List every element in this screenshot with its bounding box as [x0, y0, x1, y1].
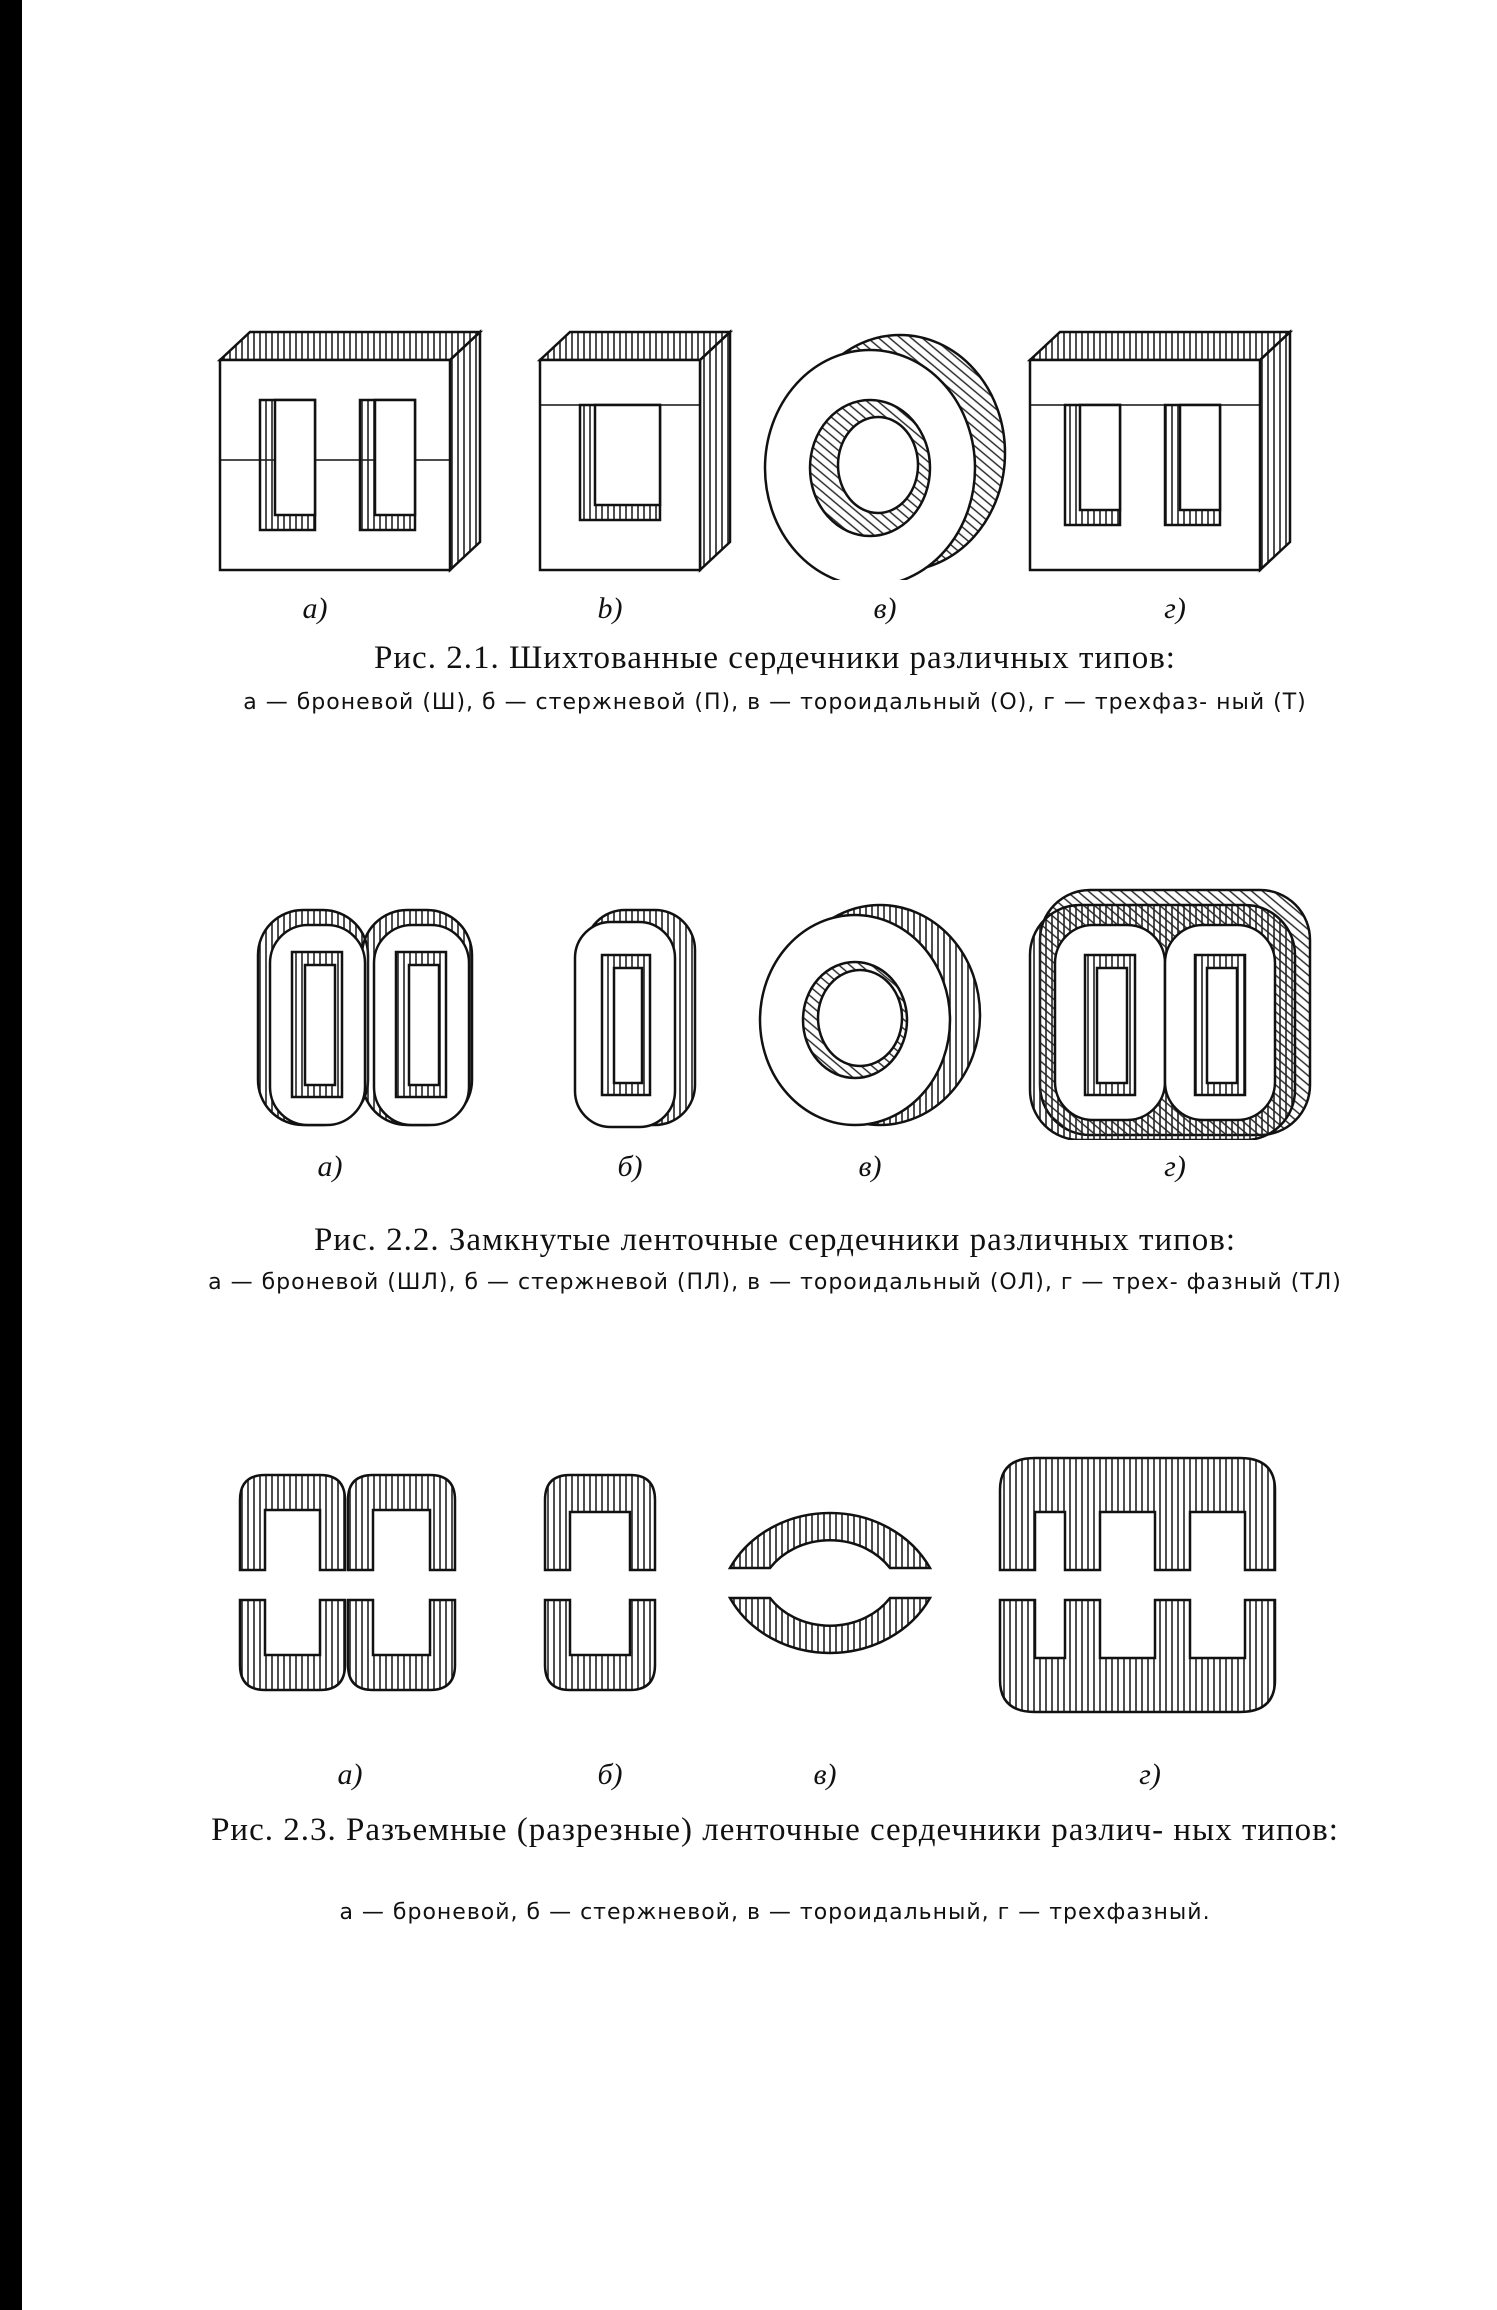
- figure-2-2: [0, 880, 1497, 1320]
- label-2-3-c: в): [813, 1758, 837, 1791]
- label-2-1-c: в): [873, 592, 897, 625]
- core-2-3-c: [730, 1513, 930, 1653]
- label-2-2-b: б): [617, 1150, 643, 1183]
- label-2-2-a: а): [317, 1150, 343, 1183]
- caption-title-2-3: Рис. 2.3. Разъемные (разрезные) ленточные сердечники различ- ных типов:: [211, 1812, 1339, 1848]
- core-2-1-d: [1030, 332, 1290, 570]
- label-2-3-b: б): [597, 1758, 623, 1791]
- caption-sub-2-1: а — броневой (Ш), б — стержневой (П), в — тороидальный (О), г — трехфаз- ный (Т): [243, 690, 1307, 715]
- core-2-2-a: [258, 910, 472, 1125]
- caption-sub-2-2: а — броневой (ШЛ), б — стержневой (ПЛ), в — тороидальный (ОЛ), г — трех- фазный (ТЛ): [208, 1270, 1342, 1295]
- caption-sub-2-3: а — броневой, б — стержневой, в — тороидальный, г — трехфазный.: [339, 1900, 1211, 1925]
- core-2-1-c: [765, 335, 1005, 580]
- label-2-1-b: b): [597, 592, 623, 625]
- figure-2-3: [0, 1440, 1497, 1925]
- label-2-1-d: г): [1164, 592, 1186, 625]
- figure-2-3-drawings: [0, 1440, 1497, 1730]
- caption-title-2-2: Рис. 2.2. Замкнутые ленточные сердечники различных типов:: [313, 1222, 1237, 1258]
- core-2-2-b: [575, 910, 695, 1127]
- core-2-2-d: [1030, 890, 1310, 1140]
- label-2-2-d: г): [1164, 1150, 1186, 1183]
- core-2-2-c: [760, 905, 980, 1125]
- core-2-1-b: [540, 332, 730, 570]
- figure-2-1-drawings: [0, 320, 1497, 580]
- core-2-1-a: [220, 332, 480, 570]
- figure-2-1: [0, 320, 1497, 770]
- core-2-3-d: [1000, 1458, 1275, 1712]
- label-2-3-a: а): [337, 1758, 363, 1791]
- label-2-3-d: г): [1139, 1758, 1161, 1791]
- label-2-1-a: a): [302, 592, 328, 625]
- core-2-3-a: [240, 1475, 455, 1690]
- core-2-3-b: [545, 1475, 655, 1690]
- figure-2-2-drawings: [0, 880, 1497, 1140]
- caption-title-2-1: Рис. 2.1. Шихтованные сердечники различных типов:: [374, 640, 1176, 676]
- label-2-2-c: в): [858, 1150, 882, 1183]
